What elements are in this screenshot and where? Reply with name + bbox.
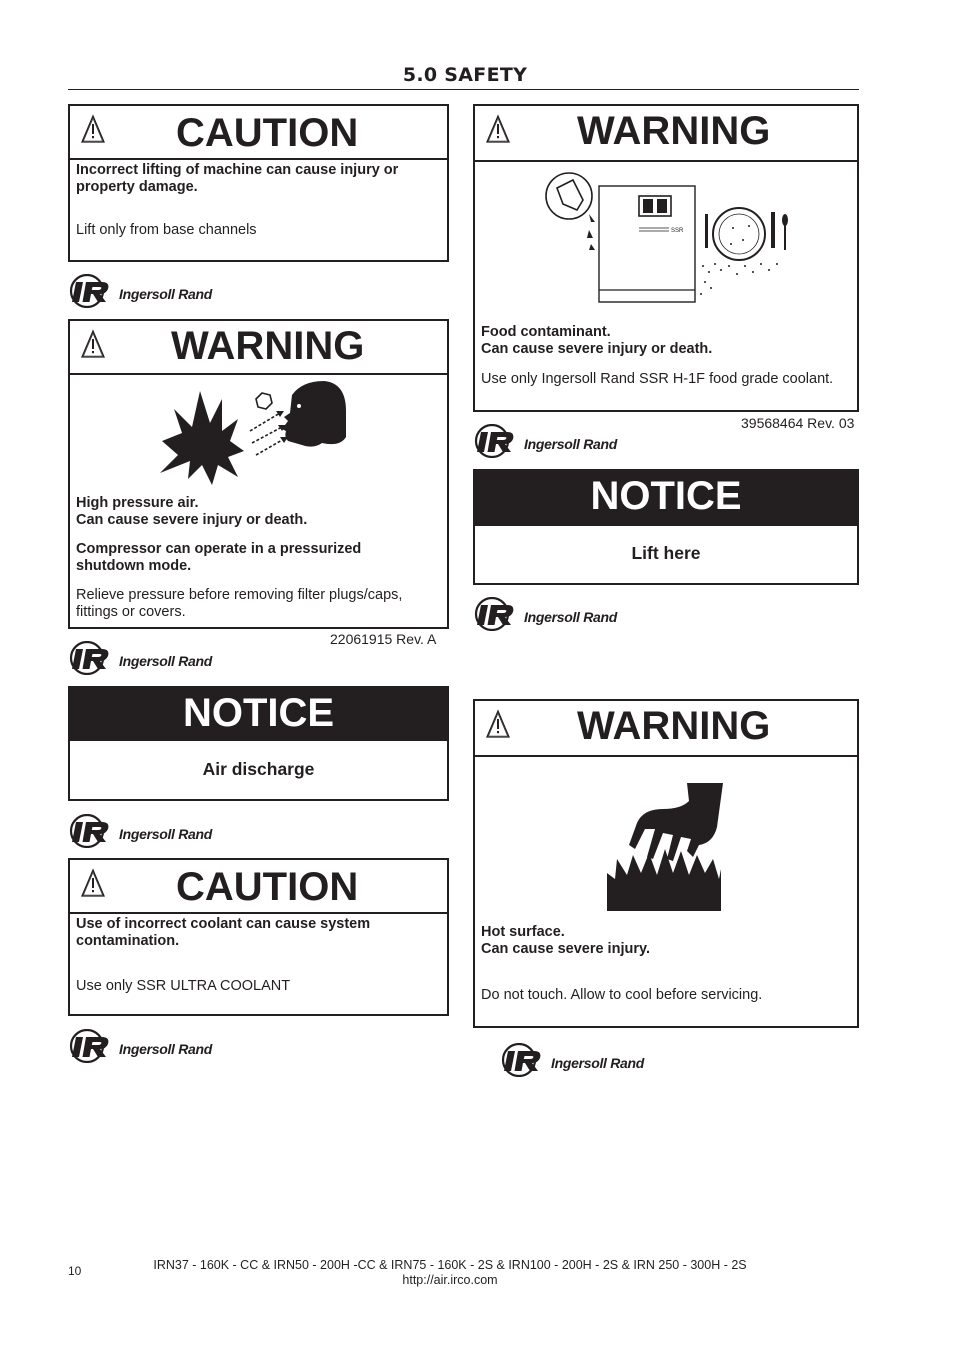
caution-lifting-label xyxy=(68,104,449,262)
ir-logo-icon xyxy=(68,814,120,848)
warning-heading: WARNING xyxy=(171,324,365,368)
warning-heading: WARNING xyxy=(577,109,771,153)
ingersoll-rand-logo xyxy=(500,1043,650,1079)
notice-heading: NOTICE xyxy=(70,688,447,741)
ingersoll-rand-logo xyxy=(68,641,218,677)
warning-triangle-icon xyxy=(80,329,106,359)
section-title: 5.0 SAFETY xyxy=(402,64,528,86)
brand-name: Ingersoll Rand xyxy=(524,436,618,452)
instruction-line1: Relieve pressure before removing filter plugs/caps, xyxy=(76,587,403,603)
notice-text: Lift here xyxy=(631,543,701,563)
ingersoll-rand-logo xyxy=(473,597,623,633)
brand-name: Ingersoll Rand xyxy=(119,826,213,842)
hazard-line1: High pressure air. xyxy=(76,495,199,511)
notice-text: Air discharge xyxy=(202,759,315,779)
ssr-label: SSR xyxy=(671,228,684,234)
warning-hot-surface-label xyxy=(473,699,859,1028)
instruction-line2: fittings or covers. xyxy=(76,604,186,620)
part-revision: 39568464 Rev. 03 xyxy=(741,415,855,431)
hazard-line2: Can cause severe injury. xyxy=(481,941,650,957)
caution-instruction: Use only SSR ULTRA COOLANT xyxy=(76,978,291,994)
ingersoll-rand-logo xyxy=(473,424,623,460)
ir-logo-icon xyxy=(68,274,120,308)
warning-triangle-icon xyxy=(80,114,106,144)
page-number: 10 xyxy=(68,1264,82,1278)
part-revision: 22061915 Rev. A xyxy=(330,631,437,647)
caution-header xyxy=(70,106,447,160)
brand-name: Ingersoll Rand xyxy=(119,286,213,302)
caution-hazard-line1: Use of incorrect coolant can cause system xyxy=(76,916,371,932)
warning-triangle-icon xyxy=(80,868,106,898)
warning-header xyxy=(70,321,447,375)
warning-food-contaminant-label xyxy=(473,104,859,412)
warning-header xyxy=(475,701,857,757)
caution-heading: CAUTION xyxy=(176,111,359,155)
brand-name: Ingersoll Rand xyxy=(551,1055,645,1071)
notice-air-discharge-label xyxy=(68,686,449,801)
ingersoll-rand-logo xyxy=(68,1029,218,1065)
food-coolant-instruction: Use only Ingersoll Rand SSR H-1F food grade coolant. xyxy=(481,371,834,387)
title-rule xyxy=(68,89,859,90)
hazard-line1: Hot surface. xyxy=(481,924,565,940)
ir-logo-icon xyxy=(500,1043,552,1077)
food-contaminant-pictogram xyxy=(543,170,803,310)
caution-instruction: Lift only from base channels xyxy=(76,222,257,238)
caution-heading: CAUTION xyxy=(176,865,359,909)
brand-name: Ingersoll Rand xyxy=(119,653,213,669)
ir-logo-icon xyxy=(68,641,120,675)
footer-url[interactable]: http://air.irco.com xyxy=(402,1273,498,1287)
caution-hazard-line2: contamination. xyxy=(76,933,180,949)
shutdown-mode-line1: Compressor can operate in a pressurized xyxy=(76,541,362,557)
ir-logo-icon xyxy=(473,597,525,631)
hot-surface-instruction: Do not touch. Allow to cool before servicing. xyxy=(481,987,763,1003)
high-pressure-air-pictogram xyxy=(152,381,352,485)
warning-high-pressure-label xyxy=(68,319,449,629)
warning-triangle-icon xyxy=(485,114,511,144)
caution-header xyxy=(70,860,447,914)
brand-name: Ingersoll Rand xyxy=(119,1041,213,1057)
warning-header xyxy=(475,106,857,162)
warning-heading: WARNING xyxy=(577,704,771,748)
hazard-line1: Food contaminant. xyxy=(481,324,611,340)
warning-triangle-icon xyxy=(485,709,511,739)
ir-logo-icon xyxy=(68,1029,120,1063)
caution-hazard-line1: Incorrect lifting of machine can cause injury or xyxy=(76,162,399,178)
ingersoll-rand-logo xyxy=(68,274,218,310)
footer-models: IRN37 - 160K - CC & IRN50 - 200H -CC & IRN75 - 160K - 2S & IRN100 - 200H - 2S & IRN 250 - 300H - 2S xyxy=(153,1258,747,1272)
caution-hazard-line2: property damage. xyxy=(76,179,198,195)
notice-heading: NOTICE xyxy=(475,471,857,526)
hazard-line2: Can cause severe injury or death. xyxy=(481,341,713,357)
ir-logo-icon xyxy=(473,424,525,458)
hot-surface-pictogram xyxy=(603,779,727,911)
shutdown-mode-line2: shutdown mode. xyxy=(76,558,192,574)
brand-name: Ingersoll Rand xyxy=(524,609,618,625)
hazard-line2: Can cause severe injury or death. xyxy=(76,512,308,528)
notice-lift-here-label xyxy=(473,469,859,585)
caution-coolant-label xyxy=(68,858,449,1016)
ingersoll-rand-logo xyxy=(68,814,218,850)
